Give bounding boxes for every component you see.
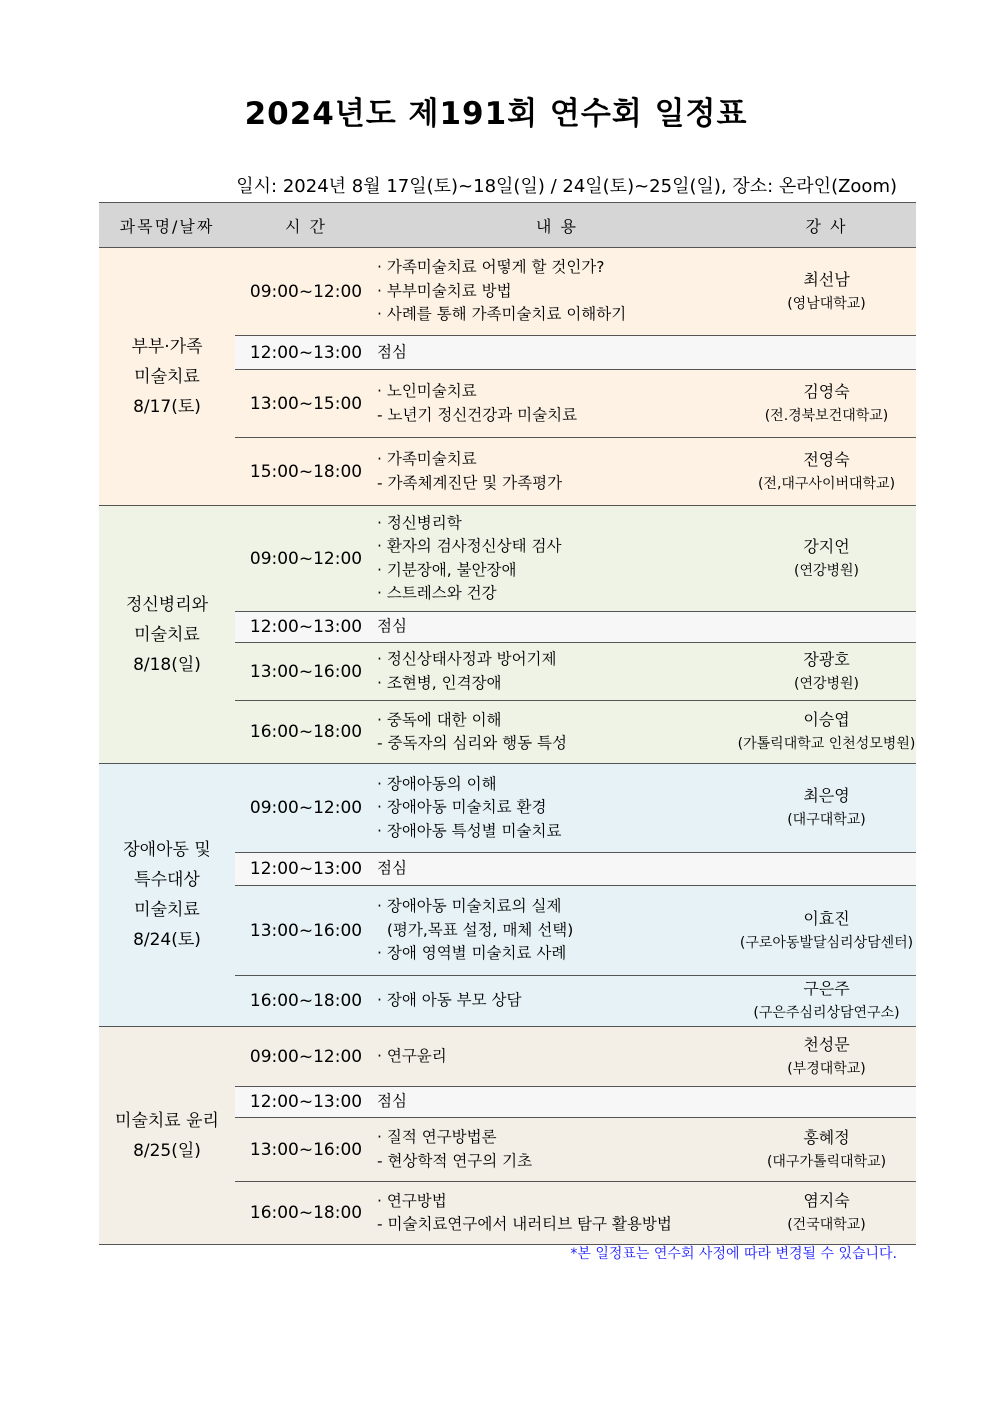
content-cell [377, 764, 737, 853]
subject-line: 8/18(일) [133, 654, 201, 675]
table-header-row [99, 203, 916, 248]
time-cell: 16:00~18:00 [235, 701, 377, 764]
instructor-cell [737, 764, 916, 853]
instructor-name: 이승엽 [803, 710, 850, 729]
content-cell [377, 853, 916, 886]
content-line: · 기분장애, 불안장애 [377, 560, 517, 579]
time-cell: 12:00~13:00 [235, 336, 377, 370]
instructor-name: 장광호 [803, 649, 850, 669]
instructor-affiliation: (연강병원) [793, 562, 860, 579]
content-line: - 가족체계진단 및 가족평가 [377, 473, 563, 492]
subject-cell [99, 248, 235, 506]
content-line: · 장애 영역별 미술치료 사례 [377, 944, 567, 963]
content-cell [377, 336, 916, 370]
content-line: · 장애아동의 이해 [377, 774, 497, 793]
table-row [99, 764, 916, 853]
instructor-affiliation: (구은주심리상담연구소) [753, 1005, 900, 1021]
subject-line: 미술치료 윤리 [115, 1110, 219, 1131]
subject-line: 8/17(토) [133, 396, 201, 417]
content-line: · 가족미술치료 어떻게 할 것인가? [377, 258, 605, 277]
instructor-affiliation: (영남대학교) [787, 295, 866, 312]
content-line: · 사례를 통해 가족미술치료 이해하기 [377, 305, 627, 324]
time-cell: 13:00~16:00 [235, 886, 377, 976]
page-title: 2024년도 제191회 연수회 일정표 [244, 96, 748, 132]
content-line: · 환자의 검사정신상태 검사 [377, 537, 562, 555]
content-cell [377, 370, 737, 438]
time-cell: 09:00~12:00 [235, 248, 377, 336]
instructor-name: 이효진 [803, 908, 850, 928]
instructor-cell [737, 643, 916, 701]
content-cell [377, 886, 737, 976]
content-line: · 스트레스와 건강 [377, 584, 497, 602]
subject-cell [99, 1027, 235, 1245]
content-line: · 연구윤리 [377, 1046, 447, 1065]
instructor-name: 강지언 [803, 536, 850, 556]
instructor-affiliation: (가톨릭대학교 인천성모병원) [737, 736, 916, 752]
header-content: 내 용 [377, 203, 737, 248]
content-line: · 장애아동 미술치료의 실제 [377, 897, 562, 916]
subject-line: 미술치료 [134, 900, 200, 920]
instructor-affiliation: (구로아동발달심리상담센터) [739, 934, 914, 951]
content-line: - 현상학적 연구의 기초 [377, 1151, 533, 1170]
instructor-name: 최은영 [803, 786, 850, 805]
content-cell [377, 1182, 737, 1245]
content-line: · 조현병, 인격장애 [377, 673, 502, 692]
content-line: 점심 [377, 859, 407, 878]
header-subject: 과목명/날짜 [99, 203, 235, 248]
content-line: · 장애아동 미술치료 환경 [377, 798, 547, 817]
time-cell: 16:00~18:00 [235, 1182, 377, 1245]
content-line: · 장애 아동 부모 상담 [377, 991, 522, 1010]
content-cell [377, 701, 737, 764]
instructor-affiliation: (대구대학교) [787, 812, 866, 828]
instructor-name: 홍혜정 [803, 1127, 850, 1147]
instructor-affiliation: (대구가톨릭대학교) [766, 1153, 887, 1170]
instructor-affiliation: (건국대학교) [787, 1217, 866, 1233]
content-line: · 중독에 대한 이해 [377, 710, 502, 729]
instructor-cell [737, 1182, 916, 1245]
time-cell: 09:00~12:00 [235, 764, 377, 853]
subject-line: 미술치료 [134, 366, 200, 387]
content-cell [377, 1027, 737, 1087]
instructor-cell [737, 1027, 916, 1087]
table-row [99, 506, 916, 612]
instructor-cell [737, 886, 916, 976]
time-cell: 12:00~13:00 [235, 612, 377, 643]
content-line: · 장애아동 특성별 미술치료 [377, 821, 562, 840]
content-line: - 노년기 정신건강과 미술치료 [377, 405, 578, 424]
instructor-name: 최선남 [803, 269, 850, 289]
instructor-cell [737, 438, 916, 506]
change-notice: *본 일정표는 연수회 사정에 따라 변경될 수 있습니다. [570, 1246, 897, 1262]
content-cell [377, 1118, 737, 1182]
time-cell: 09:00~12:00 [235, 506, 377, 612]
time-cell: 09:00~12:00 [235, 1027, 377, 1087]
time-cell: 13:00~15:00 [235, 370, 377, 438]
content-line: 점심 [377, 342, 407, 361]
subject-cell [99, 764, 235, 1027]
content-cell [377, 248, 737, 336]
content-line: - 미술치료연구에서 내러티브 탐구 활용방법 [377, 1215, 672, 1233]
content-line: 점심 [377, 1092, 407, 1111]
instructor-name: 염지숙 [803, 1191, 850, 1210]
instructor-cell [737, 976, 916, 1027]
instructor-affiliation: (부경대학교) [787, 1060, 866, 1077]
time-cell: 13:00~16:00 [235, 643, 377, 701]
instructor-affiliation: (연강병원) [793, 675, 860, 692]
instructor-cell [737, 701, 916, 764]
subject-line: 부부·가족 [131, 336, 203, 357]
time-cell: 12:00~13:00 [235, 1087, 377, 1118]
content-cell [377, 612, 916, 643]
content-line: 점심 [377, 617, 407, 636]
subject-line: 장애아동 및 [123, 840, 211, 860]
instructor-cell [737, 506, 916, 612]
subject-cell [99, 506, 235, 764]
instructor-cell [737, 370, 916, 438]
subject-line: 8/25(일) [133, 1140, 201, 1161]
content-cell [377, 976, 737, 1027]
subject-line: 8/24(토) [133, 930, 201, 950]
instructor-affiliation: (전.경북보건대학교) [764, 407, 889, 424]
schedule-info: 일시: 2024년 8월 17일(토)~18일(일) / 24일(토)~25일(일), 장소: 온라인(Zoom) [236, 176, 897, 197]
subject-line: 정신병리와 [125, 594, 209, 615]
content-cell [377, 643, 737, 701]
schedule-table [99, 202, 916, 1245]
content-line: · 가족미술치료 [377, 450, 477, 468]
content-line: · 부부미술치료 방법 [377, 281, 512, 300]
content-line: · 질적 연구방법론 [377, 1128, 497, 1146]
instructor-affiliation: (전,대구사이버대학교) [757, 475, 896, 492]
content-line: - 중독자의 심리와 행동 특성 [377, 734, 568, 752]
instructor-name: 구은주 [803, 979, 850, 998]
table-row [99, 1027, 916, 1087]
content-line: · 정신병리학 [377, 513, 462, 532]
header-instructor: 강 사 [737, 203, 916, 248]
header-time: 시 간 [235, 203, 377, 248]
instructor-name: 김영숙 [803, 381, 850, 401]
subject-line: 특수대상 [134, 870, 200, 890]
time-cell: 13:00~16:00 [235, 1118, 377, 1182]
content-line: · 노인미술치료 [377, 382, 477, 400]
content-cell [377, 506, 737, 612]
subject-line: 미술치료 [134, 624, 200, 645]
time-cell: 12:00~13:00 [235, 853, 377, 886]
content-line: · 연구방법 [377, 1191, 447, 1210]
content-line: · 정신상태사정과 방어기제 [377, 650, 557, 668]
instructor-cell [737, 248, 916, 336]
content-line: (평가,목표 설정, 매체 선택) [377, 920, 574, 939]
time-cell: 15:00~18:00 [235, 438, 377, 506]
instructor-name: 천성문 [803, 1034, 850, 1054]
time-cell: 16:00~18:00 [235, 976, 377, 1027]
table-row [99, 248, 916, 336]
content-cell [377, 438, 737, 506]
instructor-name: 전영숙 [803, 449, 850, 469]
content-cell [377, 1087, 916, 1118]
instructor-cell [737, 1118, 916, 1182]
